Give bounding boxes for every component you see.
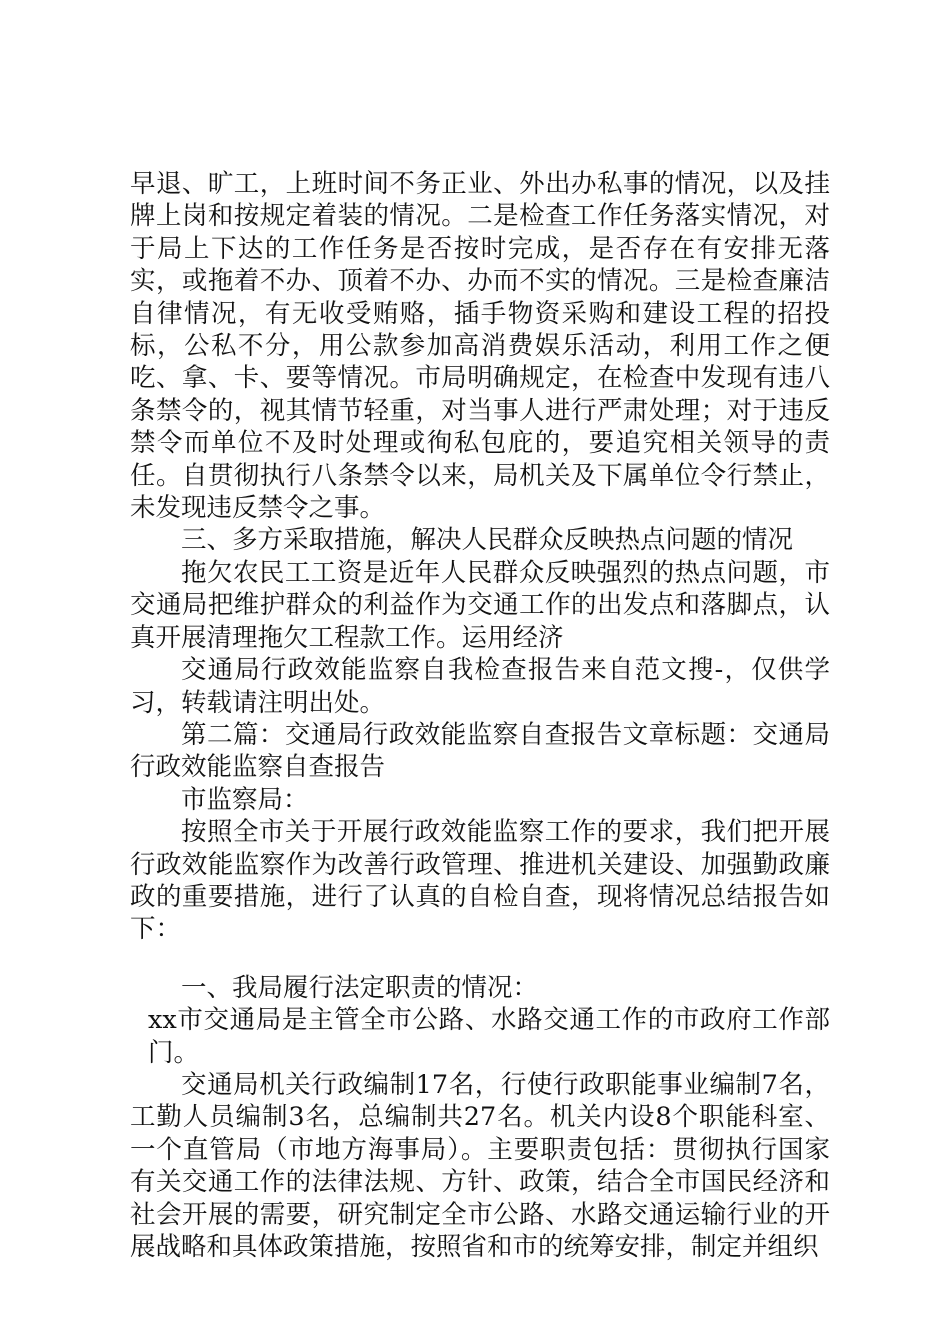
- paragraph-source-note: 交通局行政效能监察自我检查报告来自范文搜-，仅供学习，转载请注明出处。: [130, 655, 830, 718]
- paragraph-bureau-role: xx市交通局是主管全市公路、水路交通工作的市政府工作部门。: [148, 1005, 830, 1068]
- salutation: 市监察局：: [181, 784, 309, 815]
- article-title-part-two: 第二篇：交通局行政效能监察自查报告文章标题：交通局行政效能监察自查报告: [130, 719, 830, 783]
- paragraph-staffing-duties: 交通局机关行政编制17名，行使行政职能事业编制7名，工勤人员编制3名，总编制共27名。机关内设8个职能科室、一个直管局（市地方海事局）。主要职责包括：贯彻执行国家有关交通工作的法律法规、方针、政策，结合全市国民经济和社会开展的需要，研究制定全市公路、水路交通运输行业的开展战略和具体政策措施，按照省和市的统筹安排，制定并组织: [130, 1069, 830, 1262]
- section-heading-one: 一、我局履行法定职责的情况：: [181, 972, 539, 1003]
- document-page: [130, 168, 830, 1263]
- paragraph-intro: 按照全市关于开展行政效能监察工作的要求，我们把开展行政效能监察作为改善行政管理、推进机关建设、加强勤政廉政的重要措施，进行了认真的自检自查，现将情况总结报告如下：: [130, 817, 830, 945]
- paragraph-inspection-details: 早退、旷工，上班时间不务正业、外出办私事的情况，以及挂牌上岗和按规定着装的情况。二是检查工作任务落实情况，对于局上下达的工作任务是否按时完成，是否存在有安排无落实，或拖着不办、顶着不办、办而不实的情况。三是检查廉洁自律情况，有无收受贿赂，插手物资采购和建设工程的招投标，公私不分，用公款参加高消费娱乐活动，利用工作之便吃、拿、卡、要等情况。市局明确规定，在检查中发现有违八条禁令的，视其情节轻重，对当事人进行严肃处理；对于违反禁令而单位不及时处理或徇私包庇的，要追究相关领导的责任。自贯彻执行八条禁令以来，局机关及下属单位令行禁止，未发现违反禁令之事。: [130, 169, 830, 524]
- section-heading-three: 三、多方采取措施，解决人民群众反映热点问题的情况: [181, 525, 794, 556]
- paragraph-wage-arrears: 拖欠农民工工资是近年人民群众反映强烈的热点问题，市交通局把维护群众的利益作为交通工作的出发点和落脚点，认真开展清理拖欠工程款工作。运用经济: [130, 557, 830, 653]
- paragraph-spacer: [130, 946, 830, 972]
